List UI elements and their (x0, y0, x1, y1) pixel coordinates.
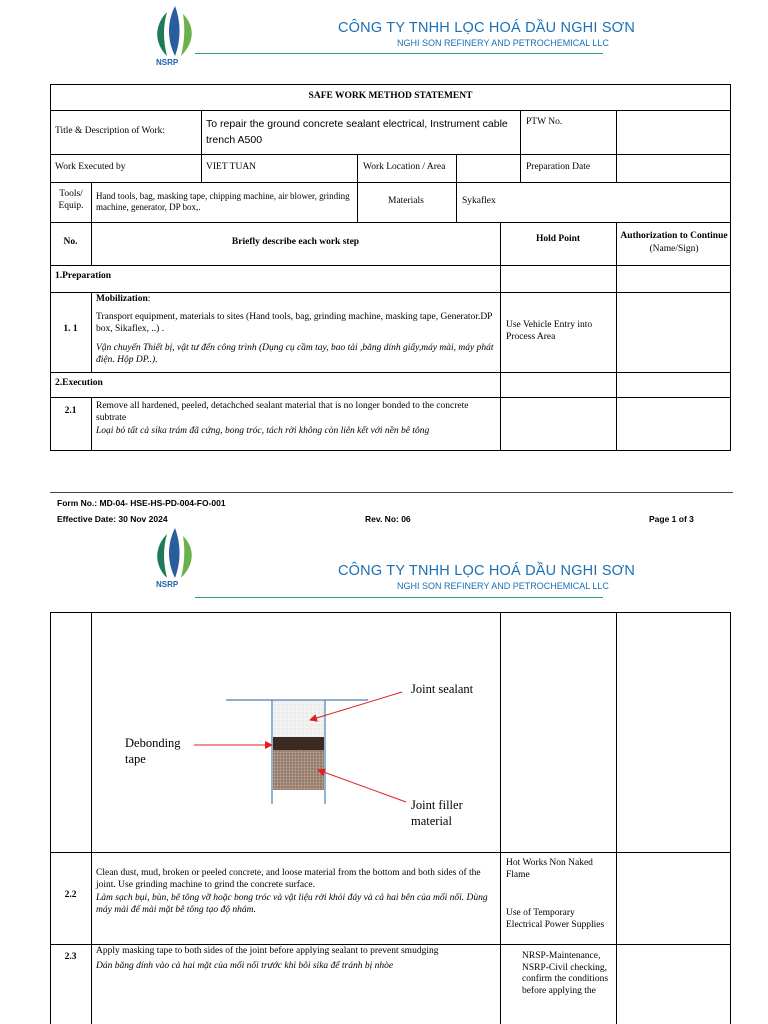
prep-date-label: Preparation Date (526, 162, 591, 172)
label-filler-2: material (411, 814, 452, 828)
executed-by-value: VIET TUAN (206, 162, 257, 172)
section-execution: 2.Execution (55, 378, 103, 388)
step-2-3-hold: NRSP-Maintenance, NSRP-Civil checking, confirm the conditions before applying the (522, 951, 609, 996)
step-2-3-vi: Dán băng dính vào cả hai mặt của mối nối trước khi bôi sika để tránh bị nhòe (96, 961, 394, 971)
col-hold-header: Hold Point (535, 234, 581, 244)
step-2-2-no: 2.2 (64, 890, 77, 900)
col-auth-bold: Authorization to Continue (620, 231, 728, 241)
company-name: CÔNG TY TNHH LỌC HOÁ DẦU NGHI SƠN (338, 20, 635, 36)
ptw-label: PTW No. (526, 117, 563, 127)
debonding-tape-layer (273, 737, 324, 750)
section-preparation: 1.Preparation (55, 271, 112, 281)
step-2-1-en: Remove all hardened, peeled, detachched sealant material that is no longer bonded to the concrete subtrate (96, 401, 469, 423)
step-1-1-no: 1. 1 (63, 324, 78, 334)
step-1-1-heading (96, 294, 150, 306)
revision-number: Rev. No: 06 (365, 514, 411, 524)
step-2-3-en: Apply masking tape to both sides of the joint before applying sealant to prevent smudging (96, 946, 439, 956)
header-divider (195, 53, 603, 54)
page-number: Page 1 of 3 (649, 514, 694, 524)
step-2-1-vi: Loại bỏ tất cả sika trám đã cứng, bong tróc, tách rời không còn liên kết với nền bê tông (96, 426, 430, 436)
company-subtitle: NGHI SON REFINERY AND PETROCHEMICAL LLC (397, 581, 609, 591)
tools-label: Tools/ Equip. (58, 189, 84, 211)
label-filler-1: Joint filler (411, 798, 463, 812)
company-subtitle: NGHI SON REFINERY AND PETROCHEMICAL LLC (397, 38, 609, 48)
executed-by-label: Work Executed by (55, 162, 126, 172)
title-desc-value: To repair the ground concrete sealant electrical, Instrument cable trench A500 (206, 118, 508, 146)
logo-text: NSRP (156, 58, 179, 67)
step-1-1-en: Transport equipment, materials to sites (Hand tools, bag, grinding machine, masking tape, Generator.DP box, Sikaflex, ..) . (96, 312, 493, 334)
col-auth-rest: (Name/Sign) (649, 244, 699, 254)
col-describe-header: Briefly describe each work step (231, 237, 360, 247)
logo-text: NSRP (156, 580, 179, 589)
step-2-2-en: Clean dust, mud, broken or peeled concrete, and loose material from the bottom and both sides of the joint. Use grinding machine to grind the concrete surface. (96, 868, 481, 890)
label-joint-sealant: Joint sealant (411, 682, 474, 696)
step-2-2-vi: Làm sạch bụi, bùn, bê tông vỡ hoặc bong tróc và vật liệu rời khỏi đáy và cả hai bên của mối nối. Dùng máy mài để mài mặt bê tông tạo độ nhám. (96, 893, 488, 915)
form-title: SAFE WORK METHOD STATEMENT (308, 91, 473, 101)
step-1-1-heading-text: Mobilization (96, 294, 148, 304)
col-no-header: No. (63, 237, 78, 247)
col-auth-header (618, 230, 730, 256)
step-1-1-heading-colon: : (147, 294, 151, 304)
footer-divider (50, 492, 733, 493)
step-2-2-hold-1: Hot Works Non Naked Flame (506, 858, 593, 880)
joint-sealant-layer (273, 701, 324, 737)
form-number: Form No.: MD-04- HSE-HS-PD-004-FO-001 (57, 498, 226, 508)
company-name: CÔNG TY TNHH LỌC HOÁ DẦU NGHI SƠN (338, 563, 635, 579)
tools-value: Hand tools, bag, masking tape, chipping machine, air blower, grinding machine, generator, DP box,. (96, 191, 350, 212)
step-2-1-no: 2.1 (64, 406, 77, 416)
materials-label: Materials (388, 196, 424, 206)
step-1-1-hold: Use Vehicle Entry into Process Area (506, 320, 593, 342)
title-desc-label: Title & Description of Work: (55, 126, 166, 136)
step-2-3-no: 2.3 (64, 952, 77, 962)
joint-filler-layer (273, 750, 324, 790)
header-divider (195, 597, 603, 598)
step-1-1-vi: Vận chuyển Thiết bị, vật tư đến công trình (Dụng cụ cầm tay, bao tải ,băng dính giấy,máy mài, máy phát điện. Hộp DP..). (96, 343, 494, 365)
label-debonding-2: tape (125, 752, 146, 766)
location-label: Work Location / Area (363, 162, 446, 172)
label-debonding-1: Debonding (125, 736, 181, 750)
step-2-2-hold-2: Use of Temporary Electrical Power Supplies (506, 908, 605, 930)
materials-value: Sykaflex (462, 196, 496, 206)
effective-date: Effective Date: 30 Nov 2024 (57, 514, 168, 524)
